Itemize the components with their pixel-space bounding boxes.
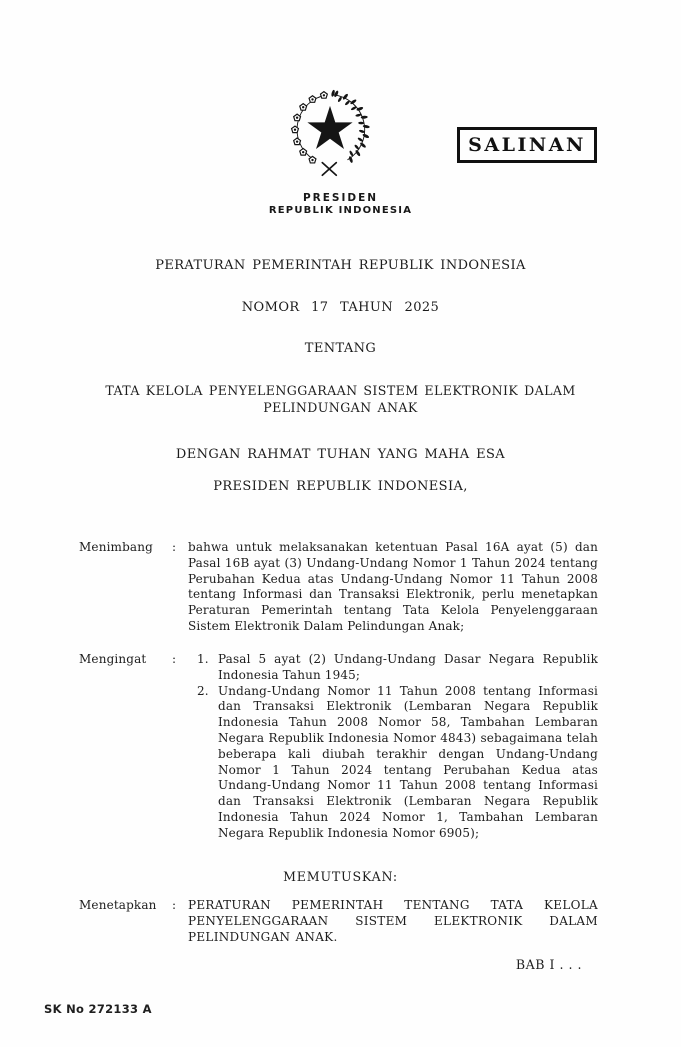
presidential-star-wreath-emblem-icon [288, 89, 372, 183]
mengingat-list [188, 652, 598, 842]
menimbang-row [79, 540, 598, 635]
menetapkan-colon: : [172, 898, 177, 912]
list-item [188, 652, 598, 684]
menetapkan-text: PERATURAN PEMERINTAH TENTANG TATA KELOLA PENYELENGGARAAN SISTEM ELEKTRONIK DALAM PELINDUNGAN ANAK. [188, 898, 598, 944]
invocation-line: DENGAN RAHMAT TUHAN YANG MAHA ESA [175, 447, 506, 462]
mengingat-colon: : [172, 652, 177, 666]
doc-subject: TATA KELOLA PENYELENGGARAAN SISTEM ELEKTRONIK DALAM PELINDUNGAN ANAK [105, 383, 576, 415]
doc-title-line: PERATURAN PEMERINTAH REPUBLIK INDONESIA [155, 258, 526, 273]
menimbang-label: Menimbang [79, 540, 153, 554]
list-item-text: Pasal 5 ayat (2) Undang-Undang Dasar Negara Republik Indonesia Tahun 1945; [218, 652, 598, 682]
authority-line: PRESIDEN REPUBLIK INDONESIA, [213, 479, 468, 494]
list-item-number: 2. [197, 683, 209, 698]
emblem-caption-presiden: PRESIDEN [302, 192, 379, 204]
mengingat-label: Mengingat [79, 652, 147, 666]
serial-number: SK No 272133 A [44, 1002, 152, 1016]
list-item-number: 1. [197, 652, 209, 666]
continuation-marker: BAB I . . . [515, 957, 582, 972]
menetapkan-label: Menetapkan [79, 898, 157, 912]
doc-number-line: NOMOR 17 TAHUN 2025 [241, 300, 440, 315]
emblem-caption-republik-indonesia: REPUBLIK INDONESIA [268, 205, 413, 216]
salinan-stamp: SALINAN [457, 127, 597, 163]
list-item [188, 684, 598, 842]
menetapkan-row [79, 898, 598, 945]
mengingat-row [79, 652, 598, 842]
tentang-label: TENTANG [304, 341, 377, 356]
list-item-text: Undang-Undang Nomor 11 Tahun 2008 tentang Informasi dan Transaksi Elektronik (Lembaran Negara Republik Indonesia Tahun 2008 Nomor 58, Tambahan Lembaran Negara Republik Indonesia Nomor 4843) sebagaimana telah beberapa kali diubah terakhir dengan Undang-Undang Nomor 1 Tahun 2024 tentang Perubahan Kedua atas Undang-Undang Nomor 11 Tahun 2008 tentang Informasi dan Transaksi Elektronik (Lembaran Negara Republik Indonesia Tahun 2024 Nomor 1, Tambahan Lembaran Negara Republik Indonesia Nomor 6905); [218, 683, 598, 840]
menimbang-colon: : [172, 540, 177, 554]
memutuskan-heading: MEMUTUSKAN: [283, 869, 398, 884]
menimbang-text: bahwa untuk melaksanakan ketentuan Pasal 16A ayat (5) dan Pasal 16B ayat (3) Undang-Undang Nomor 1 Tahun 2024 tentang Perubahan Kedua atas Undang-Undang Nomor 11 Tahun 2008 tentang Informasi dan Transaksi Elektronik, perlu menetapkan Peraturan Pemerintah tentang Tata Kelola Penyelenggaraan Sistem Elektronik Dalam Pelindungan Anak; [188, 540, 598, 633]
